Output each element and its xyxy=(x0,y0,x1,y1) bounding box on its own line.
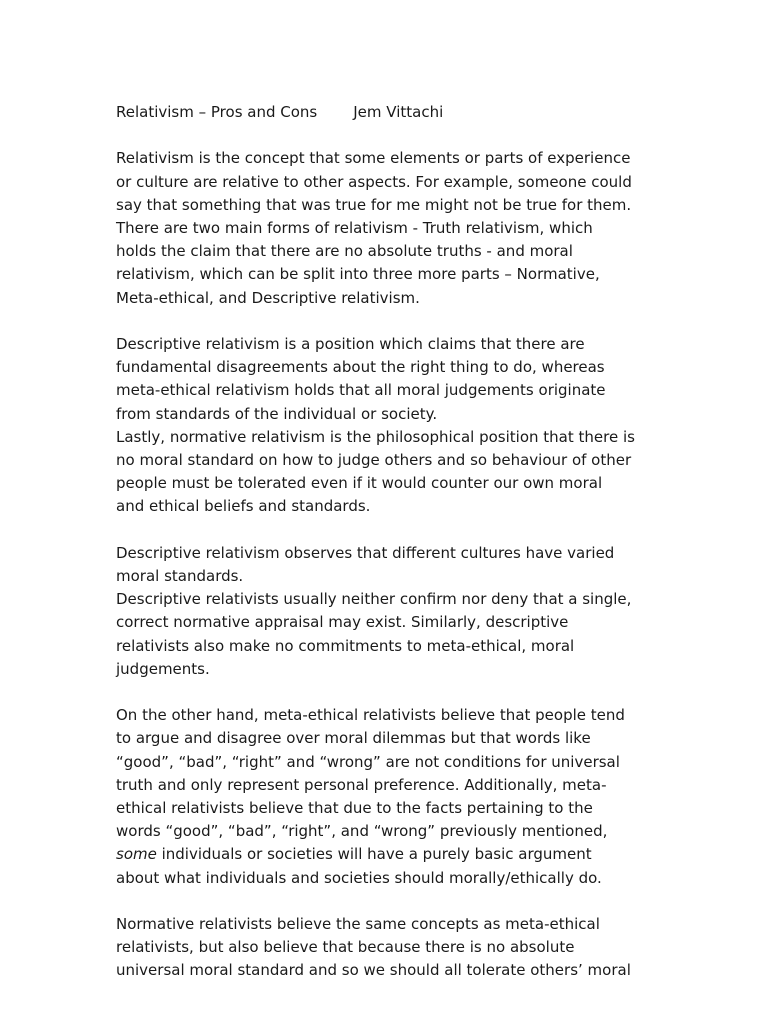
text-line: relativists, but also believe that because there is no absolute xyxy=(116,938,575,957)
text-line: to argue and disagree over moral dilemmas but that words like xyxy=(116,729,591,748)
text-line: moral standards. xyxy=(116,567,244,586)
text-line: Lastly, normative relativism is the philosophical position that there is xyxy=(116,427,635,446)
document-title: Relativism – Pros and Cons xyxy=(116,103,318,121)
text-line: On the other hand, meta-ethical relativists believe that people tend xyxy=(116,706,625,725)
text-line: truth and only represent personal preference. Additionally, meta- xyxy=(116,775,607,794)
document-header xyxy=(116,101,676,124)
text-line: Descriptive relativism observes that different cultures have varied xyxy=(116,543,615,562)
paragraph-1 xyxy=(116,147,676,309)
text-line: ethical relativists believe that due to the facts pertaining to the xyxy=(116,799,593,818)
text-line: “good”, “bad”, “right” and “wrong” are not conditions for universal xyxy=(116,752,620,771)
text-line: Descriptive relativists usually neither confirm nor deny that a single, xyxy=(116,590,632,609)
text-line: holds the claim that there are no absolute truths - and moral xyxy=(116,242,573,261)
text-line: about what individuals and societies should morally/ethically do. xyxy=(116,868,602,887)
paragraph-4 xyxy=(116,704,676,890)
text-line: judgements. xyxy=(116,659,210,678)
emphasis-text: some xyxy=(116,845,157,864)
text-line: Relativism is the concept that some elements or parts of experience xyxy=(116,149,631,168)
paragraph-5 xyxy=(116,913,676,983)
text-line: words “good”, “bad”, “right”, and “wrong” previously mentioned, xyxy=(116,822,608,841)
text-line: no moral standard on how to judge others and so behaviour of other xyxy=(116,451,632,470)
text-line: from standards of the individual or society. xyxy=(116,404,438,423)
text-line: There are two main forms of relativism - Truth relativism, which xyxy=(116,219,593,237)
text-line: relativists also make no commitments to meta-ethical, moral xyxy=(116,636,575,655)
text-span: individuals or societies will have a purely basic argument xyxy=(156,845,592,864)
text-line: Normative relativists believe the same concepts as meta-ethical xyxy=(116,915,600,934)
text-line: universal moral standard and so we should all tolerate others’ moral xyxy=(116,961,631,980)
text-line: Meta-ethical, and Descriptive relativism. xyxy=(116,288,420,307)
document-author: Jem Vittachi xyxy=(353,103,444,121)
document-page xyxy=(116,101,676,1006)
text-line: people must be tolerated even if it would counter our own moral xyxy=(116,474,603,493)
text-line: or culture are relative to other aspects. For example, someone could xyxy=(116,172,632,191)
text-line: meta-ethical relativism holds that all moral judgements originate xyxy=(116,381,606,400)
text-line: Descriptive relativism is a position which claims that there are xyxy=(116,335,585,353)
text-line: say that something that was true for me might not be true for them. xyxy=(116,195,632,214)
text-line xyxy=(116,843,676,866)
text-line: and ethical beliefs and standards. xyxy=(116,497,371,516)
text-line: correct normative appraisal may exist. Similarly, descriptive xyxy=(116,613,569,632)
text-line: relativism, which can be split into three more parts – Normative, xyxy=(116,265,600,284)
paragraph-2 xyxy=(116,333,676,519)
paragraph-3 xyxy=(116,542,676,681)
text-line: fundamental disagreements about the right thing to do, whereas xyxy=(116,358,605,377)
